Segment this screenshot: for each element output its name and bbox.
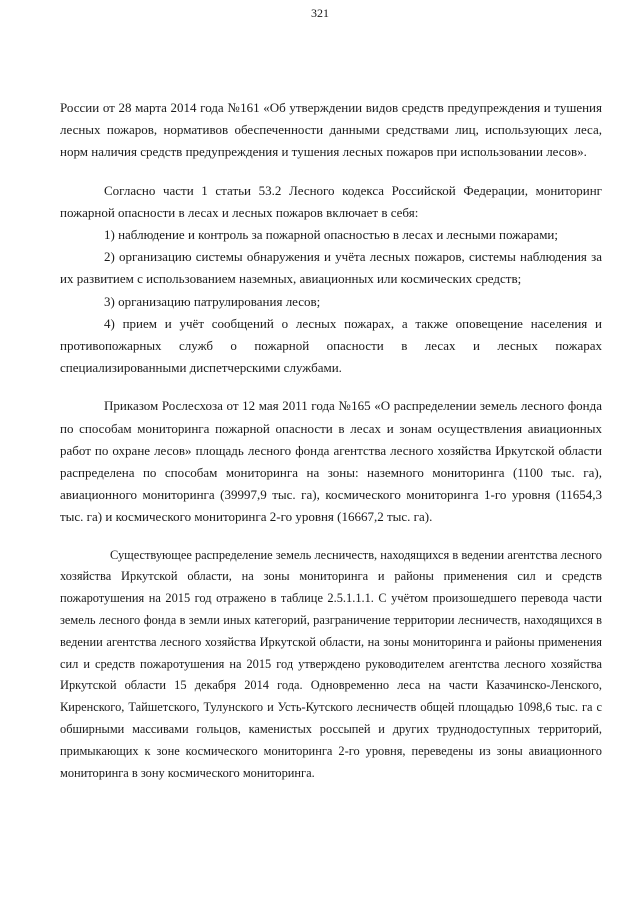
list-item-monitoring-3: 3) организацию патрулирования лесов; — [104, 293, 321, 309]
page-number: 321 — [311, 6, 329, 20]
paragraph-decree-continuation: России от 28 марта 2014 года №161 «Об утверждении видов средств предупреждения и тушения лесных пожаров, нормативов обеспеченности данными средствами лиц, использующих леса, норм наличия средств предупреждения и тушения лесных пожаров при использовании лесов». — [60, 100, 602, 160]
list-item-monitoring-1: 1) наблюдение и контроль за пожарной опасностью в лесах и лесными пожарами; — [104, 227, 558, 243]
paragraph-rosleskhoz-order: Приказом Рослесхоза от 12 мая 2011 года №165 «О распределении земель лесного фонда по способам мониторинга пожарной опасности в лесах и зонам осуществления авиационных работ по охране лесов» площадь лесного фонда агентства лесного хозяйства Иркутской области распределена по способам мониторинга на зоны: наземного мониторинга (1100 тыс. га), авиационного мониторинга (39997,9 тыс. га), космического мониторинга 1-го уровня (11654,3 тыс. га) и космического мониторинга 2-го уровня (16667,2 тыс. га). — [60, 398, 602, 525]
list-item-monitoring-2: 2) организацию системы обнаружения и учёта лесных пожаров, системы наблюдения за их развитием с использованием наземных, авиационных или космических средств; — [60, 249, 602, 287]
paragraph-zone-distribution: Существующее распределение земель лесничеств, находящихся в ведении агентства лесного хозяйства Иркутской области, на зоны мониторинга и районы применения сил и средств пожаротушения на 2015 год отражено в таблице 2.5.1.1.1. С учётом произошедшего перевода части земель лесного фонда в земли иных категорий, разграничение территории лесничеств, находящихся в ведении агентства лесного хозяйства Иркутской области, на зоны мониторинга и районы применения сил и средств пожаротушения на 2015 год утверждено руководителем агентства лесного хозяйства Иркутской области 15 декабря 2014 года. Одновременно леса на части Казачинско-Ленского, Киренского, Тайшетского, Тулунского и Усть-Кутского лесничеств общей площадью 1098,6 тыс. га с обширными массивами гольцов, каменистых россыпей и других труднодоступных территорий, примыкающих к зоне космического мониторинга 2-го уровня, переведены из зоны авиационного мониторинга в зону космического мониторинга. — [60, 547, 602, 780]
document-body — [60, 97, 602, 784]
paragraph-forest-code: Согласно части 1 статьи 53.2 Лесного кодекса Российской Федерации, мониторинг пожарной опасности в лесах и лесных пожаров включает в себя: — [60, 182, 602, 220]
list-item-monitoring-4: 4) прием и учёт сообщений о лесных пожарах, а также оповещение населения и противопожарных служб о пожарной опасности в лесах и лесных пожарах специализированными диспетчерскими службами. — [60, 315, 602, 376]
